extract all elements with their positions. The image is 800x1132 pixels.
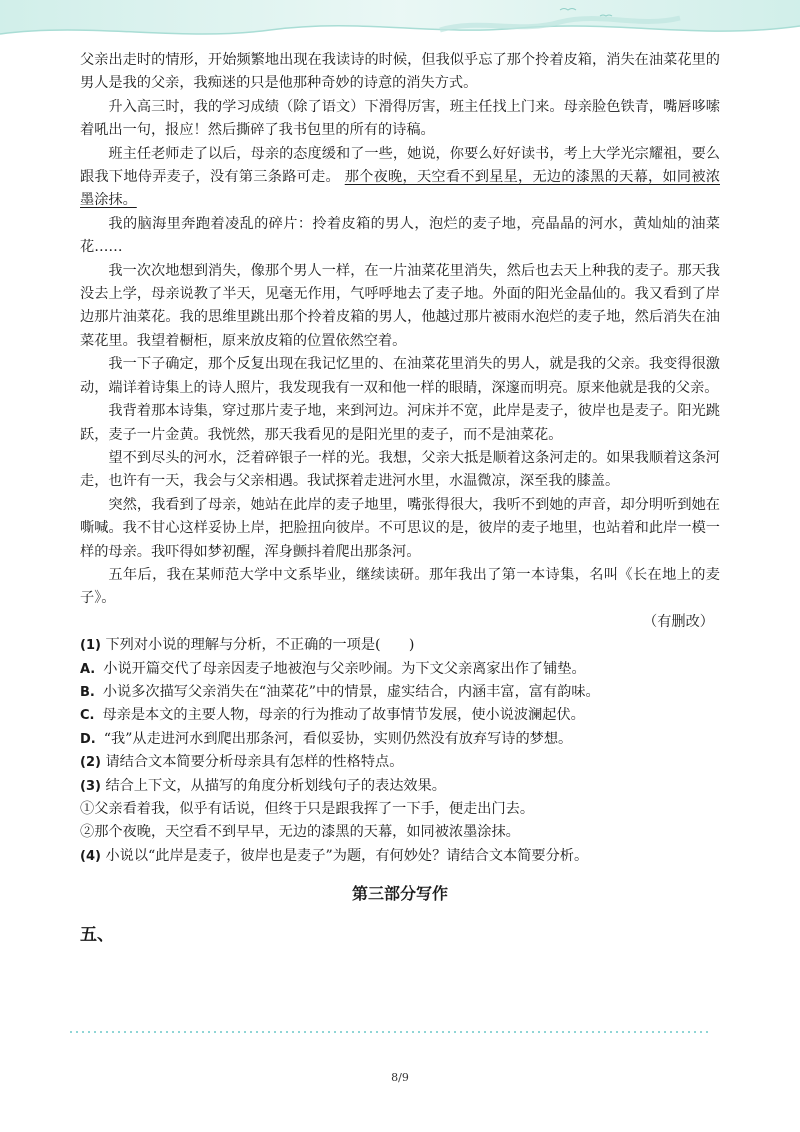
option-a (80, 658, 720, 681)
question-text: 小说以“此岸是麦子，彼岸也是麦子”为题，有何妙处？请结合文本简要分析。 (105, 847, 589, 864)
option-letter: A. (80, 661, 96, 677)
option-letter: C. (80, 708, 95, 724)
source-note: （有删改） (643, 613, 714, 630)
question-3 (80, 775, 720, 798)
question-1 (80, 634, 720, 657)
question-number: (2) (80, 755, 101, 771)
question-number: (3) (80, 778, 101, 794)
option-text: “我”从走进河水到爬出那条河，看似妥协，实则仍然没有放弃写诗的梦想。 (103, 730, 573, 747)
paragraph: 突然，我看到了母亲，她站在此岸的麦子地里，嘴张得很大，我听不到她的声音，却分明听到她在嘶喊。我不甘心这样妥协上岸，把脸扭向彼岸。不可思议的是，彼岸的麦子地里，也站着和此岸一模一样的母亲。我吓得如梦初醒，浑身颤抖着爬出那条河。 (80, 496, 720, 560)
question-3-item-2: ②那个夜晚，天空看不到早早，无边的漆黑的天幕，如同被浓墨涂抹。 (80, 824, 520, 841)
paragraph-with-underline (80, 143, 720, 213)
question-text: 请结合文本简要分析母亲具有怎样的性格特点。 (105, 754, 404, 771)
option-text: 小说多次描写父亲消失在“油菜花”中的情景，虚实结合，内涵丰富，富有韵味。 (102, 683, 600, 700)
paragraph: 我一下子确定，那个反复出现在我记忆里的、在油菜花里消失的男人，就是我的父亲。我变得很激动，端详着诗集上的诗人照片，我发现我有一双和他一样的眼睛，深邃而明亮。原来他就是我的父亲。 (80, 356, 720, 396)
paragraph: 我一次次地想到消失，像那个男人一样，在一片油菜花里消失，然后也去天上种我的麦子。那天我没去上学，母亲说教了半天，见毫无作用，气呼呼地去了麦子地。外面的阳光金晶仙的。我又看到了岸边那片油菜花。我的思维里跳出那个拎着皮箱的男人，他越过那片被雨水泡烂的麦子地，然后消失在油菜花里。我望着橱柜，原来放皮箱的位置依然空着。 (80, 262, 720, 349)
page-number: 8/9 (391, 1071, 409, 1084)
paragraph: 父亲出走时的情形，开始频繁地出现在我读诗的时候，但我似乎忘了那个拎着皮箱，消失在油菜花里的男人是我的父亲，我痴迷的只是他那种奇妙的诗意的消失方式。 (80, 52, 720, 92)
question-number: (1) (80, 638, 101, 654)
question-4 (80, 845, 720, 868)
underlined-sentence: 那个夜晚，天空看不到星星，无边的漆黑的天幕，如同被浓墨涂抹。 (80, 169, 720, 209)
question-stem: 下列对小说的理解与分析，不正确的一项是( ) (105, 637, 415, 654)
section-title: 第三部分写作 (351, 884, 448, 904)
question-2 (80, 751, 720, 774)
question-text: 结合上下文，从描写的角度分析划线句子的表达效果。 (105, 777, 446, 794)
paragraph: 我背着那本诗集，穿过那片麦子地，来到河边。河床并不宽，此岸是麦子，彼岸也是麦子。阳光跳跃，麦子一片金黄。我恍然，那天我看见的是阳光里的麦子，而不是油菜花。 (80, 403, 720, 443)
option-d (80, 728, 720, 751)
option-b (80, 681, 720, 704)
option-text: 小说开篇交代了母亲因麦子地被泡与父亲吵闹。为下文父亲离家出作了铺垫。 (103, 660, 586, 677)
option-letter: B. (80, 684, 95, 700)
document-body (80, 49, 720, 947)
paragraph-text: 班主任老师走了以后，母亲的态度缓和了一些，她说，你要么好好读书，考上大学光宗耀祖，要么跟我下地侍弄麦子，没有第三条路可走。 (80, 145, 720, 186)
option-text: 母亲是本文的主要人物，母亲的行为推动了故事情节发展，使小说波澜起伏。 (102, 707, 585, 724)
question-number: (4) (80, 848, 101, 864)
paragraph: 望不到尽头的河水，泛着碎银子一样的光。我想，父亲大抵是顺着这条河走的。如果我顺着这条河走，也许有一天，我会与父亲相遇。我试探着走进河水里，水温微凉，深至我的膝盖。 (80, 449, 720, 490)
question-3-item-1: ①父亲看着我，似乎有话说，但终于只是跟我挥了一下手，便走出门去。 (80, 801, 535, 817)
footer-dotted-divider (68, 1031, 712, 1033)
paragraph: 我的脑海里奔跑着凌乱的碎片：拎着皮箱的男人，泡烂的麦子地，亮晶晶的河水，黄灿灿的油菜花…… (80, 215, 720, 256)
option-c (80, 704, 720, 727)
option-letter: D. (80, 731, 96, 747)
paragraph: 升入高三时，我的学习成绩（除了语文）下滑得厉害，班主任找上门来。母亲脸色铁青，嘴唇哆嗦着吼出一句，报应！然后撕碎了我书包里的所有的诗稿。 (80, 98, 720, 139)
part-heading: 五、 (80, 924, 114, 945)
paragraph: 五年后，我在某师范大学中文系毕业，继续读研。那年我出了第一本诗集，名叫《长在地上的麦子》。 (80, 566, 720, 607)
